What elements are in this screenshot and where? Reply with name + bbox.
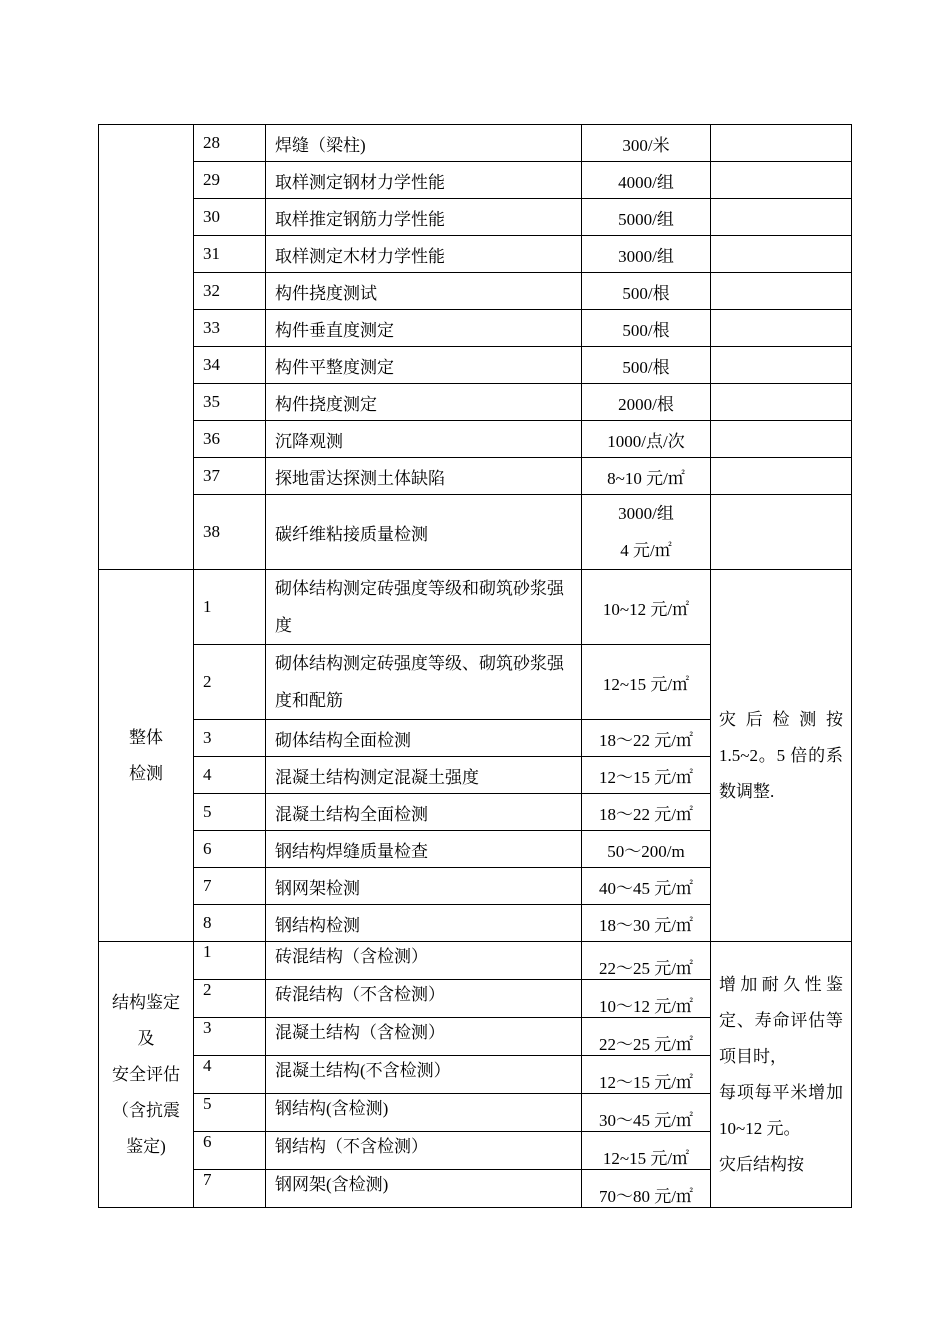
item-price: 4000/组 [582,162,711,199]
item-name: 砌体结构全面检测 [266,720,582,757]
item-name: 沉降观测 [266,421,582,458]
item-name: 砖混结构（含检测） [266,942,582,980]
item-name: 钢网架(含检测) [266,1170,582,1208]
note-cell-empty [711,236,852,273]
item-price: 12～15 元/㎡ [582,1056,711,1094]
row-number: 32 [194,273,266,310]
row-number: 7 [194,868,266,905]
item-name: 构件挠度测试 [266,273,582,310]
item-price: 12～15 元/㎡ [582,757,711,794]
category-line: 安全评估 [112,1064,180,1084]
item-name: 混凝土结构测定混凝土强度 [266,757,582,794]
note-cell-empty [711,347,852,384]
item-name: 钢结构焊缝质量检查 [266,831,582,868]
note-cell-empty [711,384,852,421]
table-row [99,458,852,495]
row-number: 28 [194,125,266,162]
table-row [99,199,852,236]
item-price: 500/根 [582,347,711,384]
table-row [99,421,852,458]
row-number: 36 [194,421,266,458]
table-row [99,162,852,199]
item-name: 砖混结构（不含检测） [266,980,582,1018]
row-number: 3 [194,1018,266,1056]
row-number: 4 [194,1056,266,1094]
category-appraisal [99,942,194,1208]
row-number: 33 [194,310,266,347]
table-row [99,125,852,162]
row-number: 34 [194,347,266,384]
note-line: 增加耐久性鉴定、寿命评估等项目时， [719,974,843,1066]
category-line: 及 [137,1028,155,1048]
category-line: 检测 [129,763,163,783]
note-line: 灾后结构按 [719,1154,804,1174]
note-cell-empty [711,125,852,162]
item-price: 50～200/m [582,831,711,868]
item-price: 22～25 元/㎡ [582,942,711,980]
note-cell-empty [711,162,852,199]
row-number: 6 [194,831,266,868]
item-name: 混凝土结构（含检测） [266,1018,582,1056]
item-price: 18～22 元/㎡ [582,794,711,831]
table-row [99,310,852,347]
note-cell-empty [711,458,852,495]
row-number: 2 [194,645,266,720]
item-name: 焊缝（梁柱) [266,125,582,162]
table-row [99,570,852,645]
item-price: 1000/点/次 [582,421,711,458]
item-name: 取样推定钢筋力学性能 [266,199,582,236]
item-name: 碳纤维粘接质量检测 [266,495,582,570]
category-line: 结构鉴定 [112,992,180,1012]
note-line: 每项每平米增加 10~12 元。 [719,1082,843,1138]
row-number: 38 [194,495,266,570]
item-price: 500/根 [582,273,711,310]
item-name: 砌体结构测定砖强度等级和砌筑砂浆强度 [266,570,582,645]
item-price: 12~15 元/㎡ [582,645,711,720]
item-price: 10~12 元/㎡ [582,570,711,645]
table-row [99,347,852,384]
category-line: 整体 [129,727,163,747]
item-name: 构件垂直度测定 [266,310,582,347]
category-cell-empty [99,125,194,570]
row-number: 30 [194,199,266,236]
item-name: 钢结构（不含检测） [266,1132,582,1170]
item-price: 300/米 [582,125,711,162]
item-name: 探地雷达探测土体缺陷 [266,458,582,495]
row-number: 1 [194,570,266,645]
item-price: 40～45 元/㎡ [582,868,711,905]
item-name: 构件挠度测定 [266,384,582,421]
row-number: 31 [194,236,266,273]
item-price-line1: 3000/组 [618,504,674,523]
row-number: 37 [194,458,266,495]
item-price: 12~15 元/㎡ [582,1132,711,1170]
fee-table [98,124,852,1208]
item-name: 砌体结构测定砖强度等级、砌筑砂浆强度和配筋 [266,645,582,720]
row-number: 2 [194,980,266,1018]
item-price: 8~10 元/㎡ [582,458,711,495]
item-price: 500/根 [582,310,711,347]
row-number: 3 [194,720,266,757]
note-cell-empty [711,495,852,570]
table-row [99,942,852,980]
item-price: 3000/组 [582,236,711,273]
item-name: 构件平整度测定 [266,347,582,384]
item-name: 钢网架检测 [266,868,582,905]
table-row [99,236,852,273]
item-price: 18～30 元/㎡ [582,905,711,942]
item-name: 钢结构检测 [266,905,582,942]
item-name: 取样测定钢材力学性能 [266,162,582,199]
item-price: 22～25 元/㎡ [582,1018,711,1056]
item-name: 取样测定木材力学性能 [266,236,582,273]
row-number: 35 [194,384,266,421]
item-price [582,495,711,570]
item-name: 钢结构(含检测) [266,1094,582,1132]
item-price: 70～80 元/㎡ [582,1170,711,1208]
note-appraisal [711,942,852,1208]
table-row [99,495,852,570]
row-number: 29 [194,162,266,199]
category-overall [99,570,194,942]
note-cell-empty [711,421,852,458]
category-line: 鉴定) [126,1136,166,1156]
item-price: 2000/根 [582,384,711,421]
note-overall: 灾后检测按1.5~2。5 倍的系数调整. [711,570,852,942]
item-price: 5000/组 [582,199,711,236]
category-line: （含抗震 [112,1100,180,1120]
item-price: 10～12 元/㎡ [582,980,711,1018]
row-number: 5 [194,794,266,831]
item-price: 30～45 元/㎡ [582,1094,711,1132]
row-number: 8 [194,905,266,942]
row-number: 6 [194,1132,266,1170]
row-number: 7 [194,1170,266,1208]
row-number: 4 [194,757,266,794]
note-cell-empty [711,273,852,310]
item-name: 混凝土结构(不含检测） [266,1056,582,1094]
row-number: 5 [194,1094,266,1132]
row-number: 1 [194,942,266,980]
item-price: 18～22 元/㎡ [582,720,711,757]
item-price-line2: 4 元/㎡ [620,541,672,560]
note-cell-empty [711,199,852,236]
table-row [99,273,852,310]
item-name: 混凝土结构全面检测 [266,794,582,831]
table-row [99,384,852,421]
note-cell-empty [711,310,852,347]
